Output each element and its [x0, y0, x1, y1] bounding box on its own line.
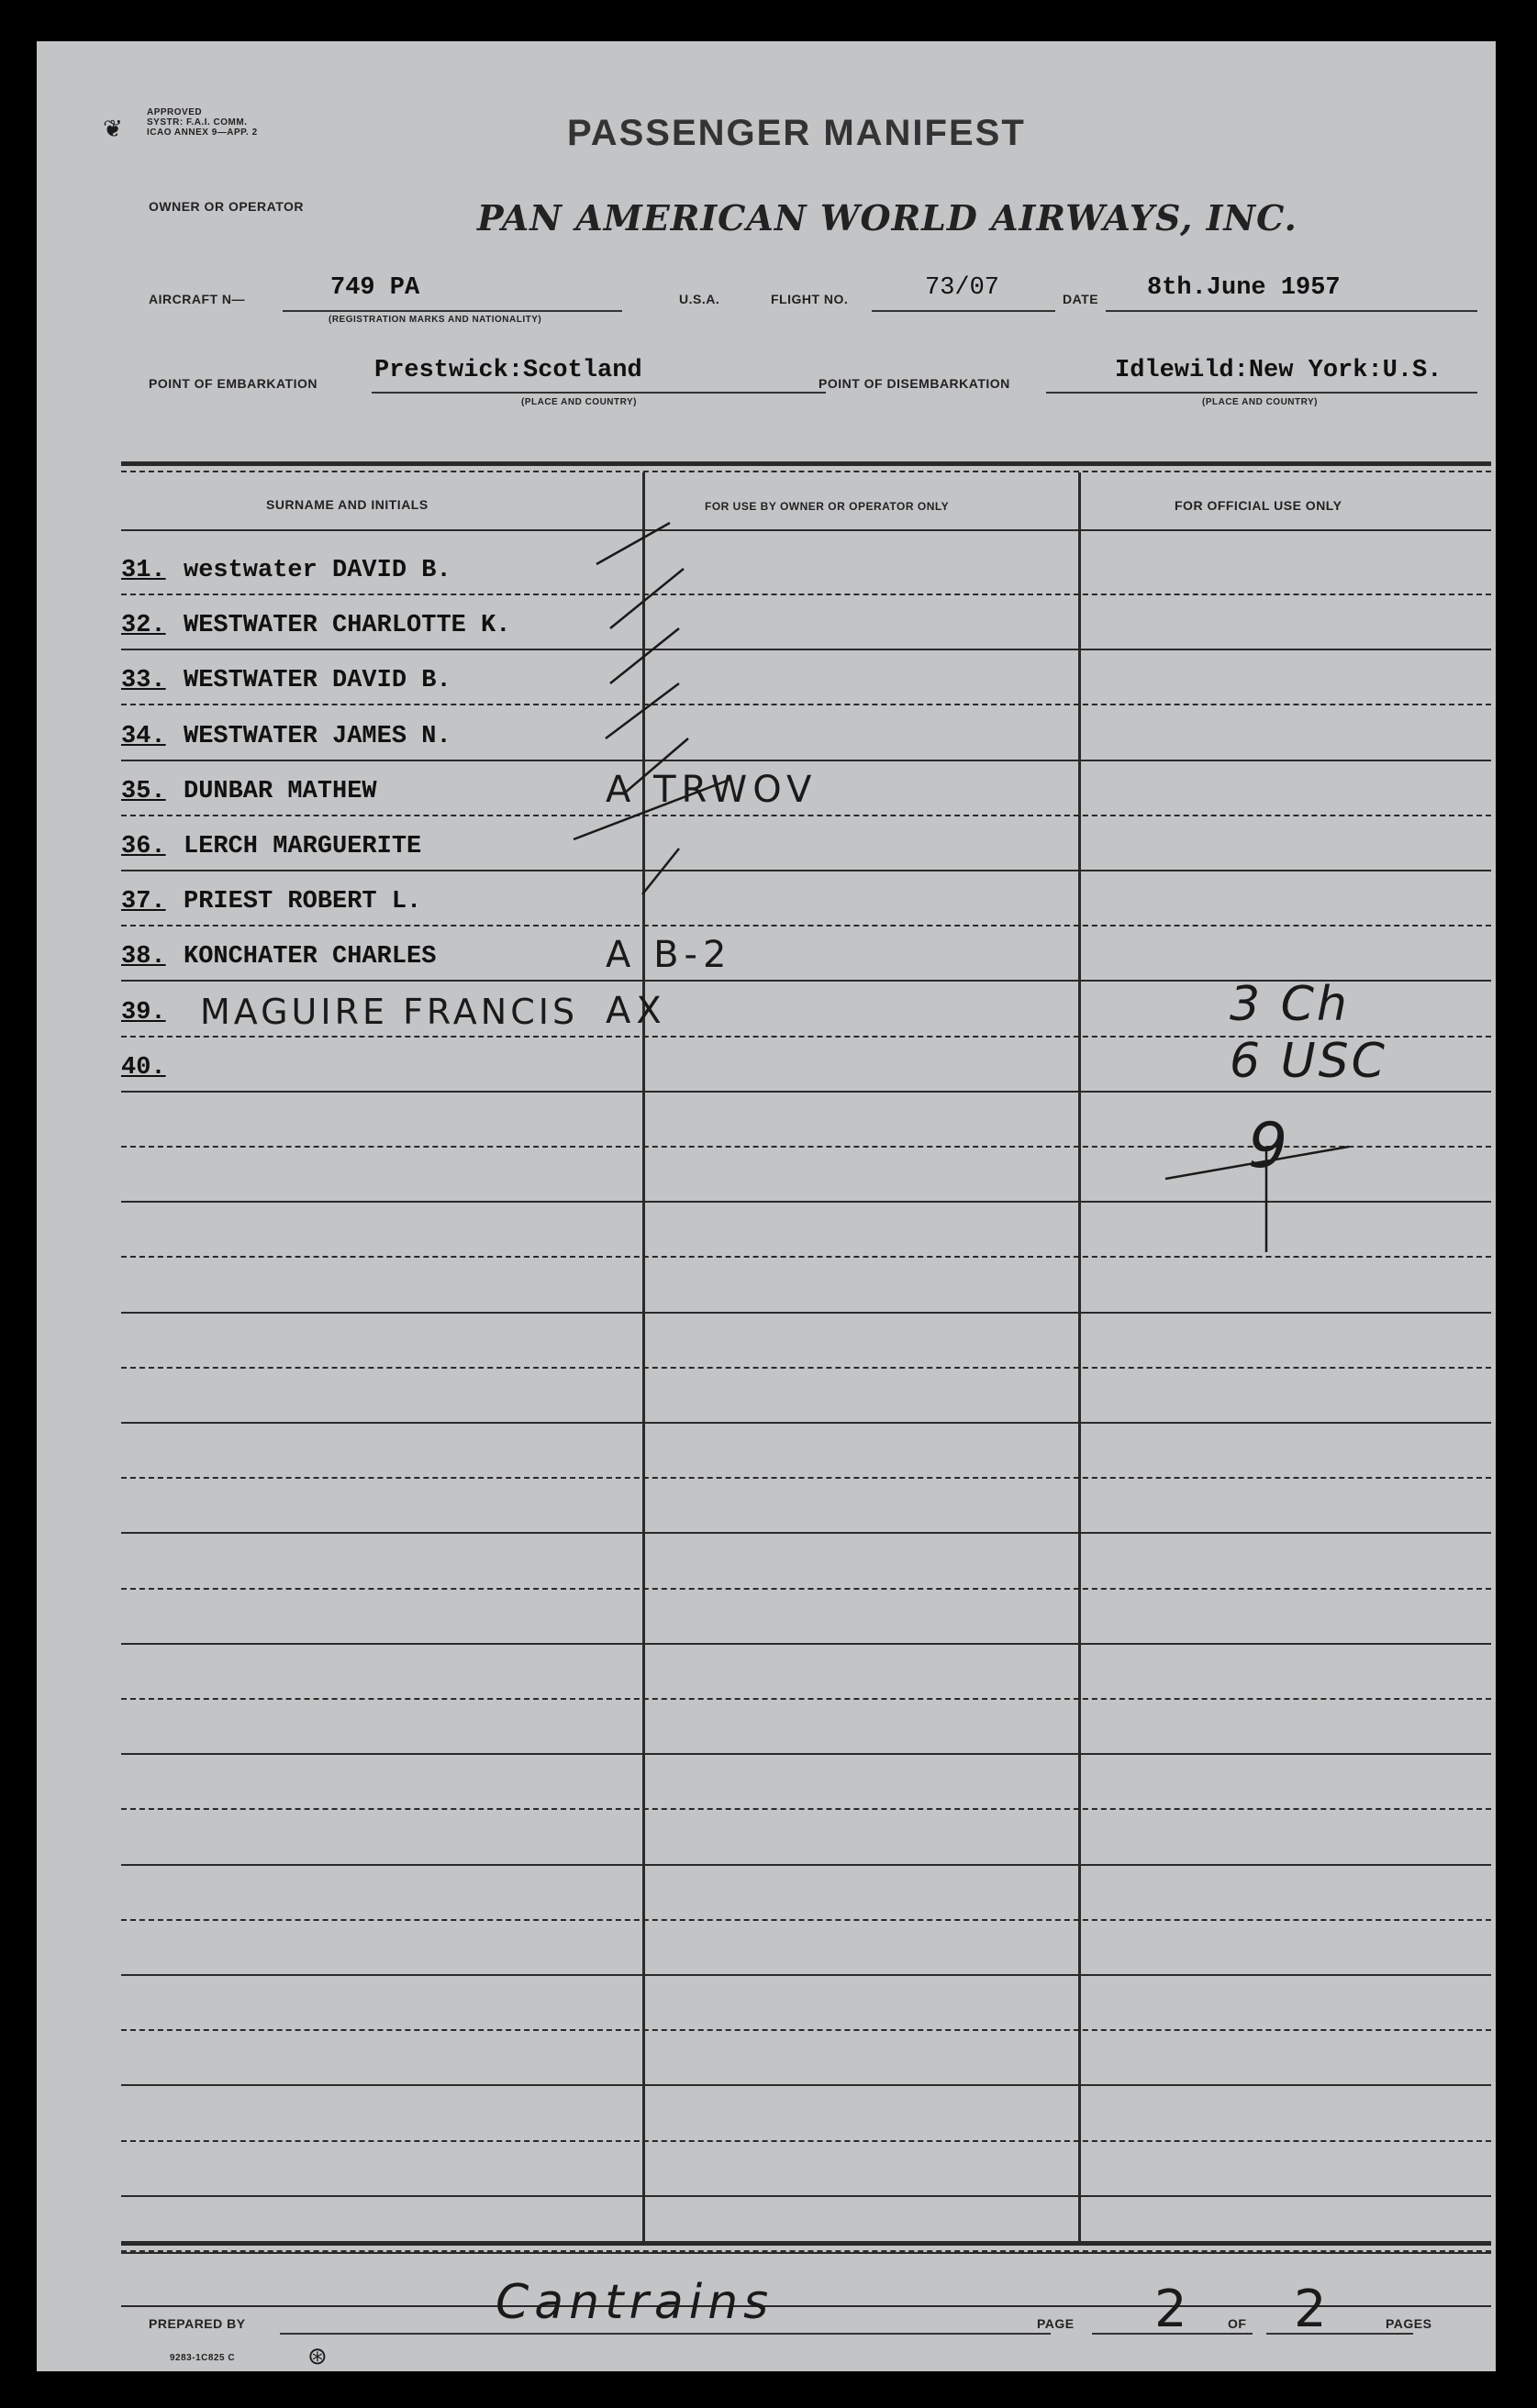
corner-mark-icon: ❦ — [103, 115, 123, 142]
row-number: 36. — [121, 833, 166, 860]
check-stroke — [610, 569, 684, 628]
passenger-name: PRIEST ROBERT L. — [184, 888, 422, 916]
manifest-sheet — [37, 41, 1496, 2371]
union-label-icon: ⊛ — [307, 2342, 328, 2369]
row-number: 34. — [121, 722, 166, 750]
passenger-name: WESTWATER CHARLOTTE K. — [184, 612, 511, 640]
form-code: 9283-1C825 C — [170, 2353, 236, 2363]
row-number: 40. — [121, 1053, 166, 1082]
col-header-surname: SURNAME AND INITIALS — [266, 497, 429, 512]
page-number: 2 — [1154, 2280, 1190, 2339]
passenger-name: LERCH MARGUERITE — [184, 833, 422, 860]
col-header-official: FOR OFFICIAL USE ONLY — [1175, 498, 1342, 513]
embark-caption: (PLACE AND COUNTRY) — [521, 397, 637, 407]
passenger-name: KONCHATER CHARLES — [184, 943, 437, 971]
passenger-name: DUNBAR MATHEW — [184, 777, 377, 805]
passenger-name: westwater DAVID B. — [184, 557, 451, 584]
approval-line: ICAO ANNEX 9—APP. 2 — [147, 128, 258, 138]
handwritten-marks — [37, 41, 1496, 2371]
official-note: 6 USC — [1230, 1034, 1387, 1089]
approval-line: SYSTR: F.A.I. COMM. — [147, 117, 248, 128]
embark-value: Prestwick:Scotland — [374, 357, 642, 384]
disembark-value: Idlewild:New York:U.S. — [1115, 357, 1442, 384]
col-header-operator: FOR USE BY OWNER OR OPERATOR ONLY — [705, 500, 950, 513]
aircraft-value: 749 PA — [330, 274, 420, 302]
of-label: OF — [1228, 2316, 1247, 2331]
flight-label: FLIGHT NO. — [771, 292, 849, 306]
disembark-label: POINT OF DISEMBARKATION — [819, 376, 1010, 391]
row-number: 39. — [121, 998, 166, 1026]
prepared-label: PREPARED BY — [149, 2316, 246, 2331]
pages-total: 2 — [1294, 2280, 1330, 2339]
form-title: PASSENGER MANIFEST — [567, 113, 1026, 153]
official-note: 9 — [1248, 1110, 1291, 1182]
operator-mark: A B-2 — [606, 934, 732, 977]
approval-line: APPROVED — [147, 107, 203, 117]
row-number: 32. — [121, 612, 166, 640]
pages-label: PAGES — [1386, 2316, 1432, 2331]
passenger-name: WESTWATER JAMES N. — [184, 722, 451, 750]
operator-mark: AX — [606, 989, 667, 1032]
aircraft-label: AIRCRAFT N— — [149, 292, 246, 306]
aircraft-caption: (REGISTRATION MARKS AND NATIONALITY) — [329, 315, 542, 325]
flight-value: 73/07 — [925, 274, 1000, 302]
embark-label: POINT OF EMBARKATION — [149, 376, 317, 391]
date-label: DATE — [1063, 292, 1099, 306]
check-stroke — [642, 849, 679, 894]
row-number: 35. — [121, 777, 166, 805]
check-stroke — [624, 738, 688, 793]
owner-label: OWNER OR OPERATOR — [149, 199, 304, 214]
row-number: 33. — [121, 667, 166, 695]
owner-value: PAN AMERICAN WORLD AIRWAYS, INC. — [477, 197, 1298, 239]
prepared-signature: Cantrains — [496, 2275, 774, 2330]
check-stroke — [574, 780, 730, 839]
page-label: PAGE — [1037, 2316, 1075, 2331]
check-stroke — [596, 523, 670, 564]
row-number: 31. — [121, 557, 166, 584]
operator-mark: A TRWOV — [606, 768, 818, 811]
official-note: 3 Ch — [1230, 977, 1350, 1032]
usa-label: U.S.A. — [679, 292, 720, 306]
passenger-name: WESTWATER DAVID B. — [184, 667, 451, 695]
check-stroke — [606, 683, 679, 738]
disembark-caption: (PLACE AND COUNTRY) — [1202, 397, 1318, 407]
passenger-name: MAGUIRE FRANCIS — [200, 991, 579, 1032]
check-stroke — [610, 628, 679, 683]
row-number: 37. — [121, 888, 166, 916]
row-number: 38. — [121, 943, 166, 971]
date-value: 8th.June 1957 — [1147, 274, 1341, 302]
